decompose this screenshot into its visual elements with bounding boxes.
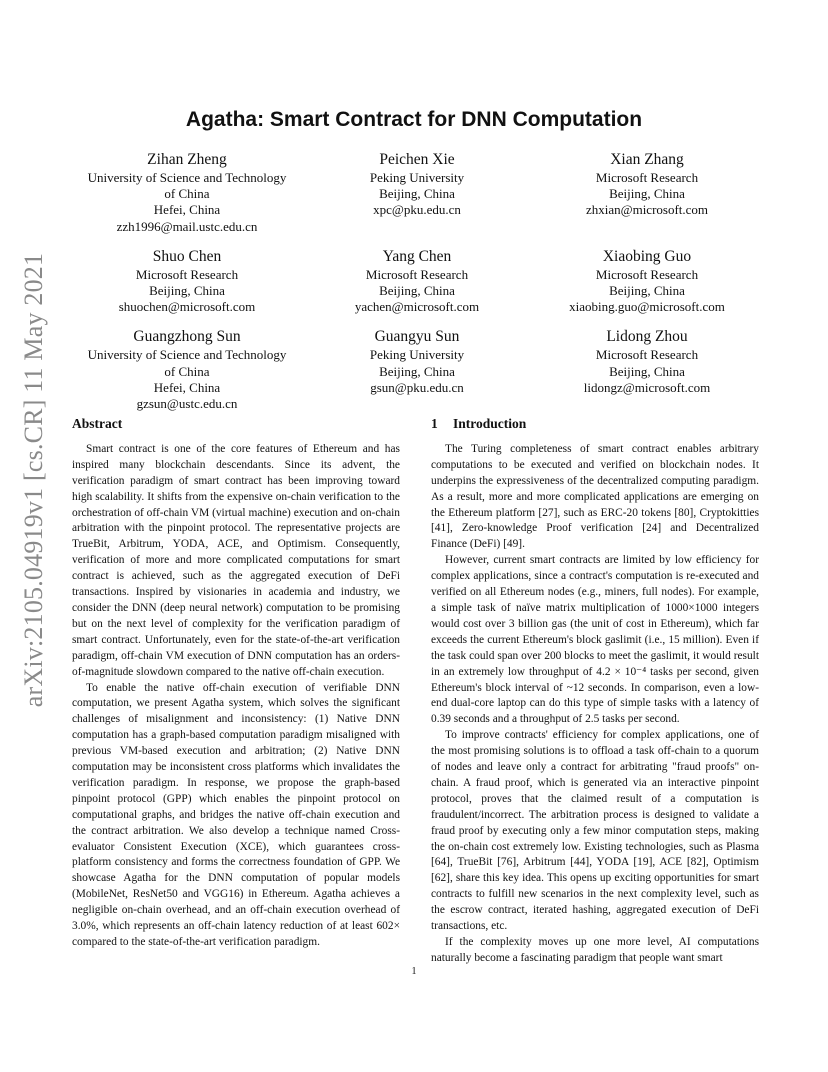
author-location: Beijing, China [379, 283, 455, 299]
author-affiliation: University of Science and Technology [87, 347, 287, 363]
author-card [302, 150, 532, 235]
author-email: xiaobing.guo@microsoft.com [569, 299, 725, 315]
author-name: Yang Chen [382, 247, 452, 265]
author-location: Beijing, China [609, 363, 685, 379]
author-row [72, 150, 762, 235]
section-number: 1 [431, 416, 438, 431]
author-affiliation: of China [164, 363, 210, 379]
author-location: Beijing, China [609, 186, 685, 202]
author-name: Guangyu Sun [374, 328, 460, 346]
author-affiliation: Peking University [369, 347, 465, 363]
author-card [72, 150, 302, 235]
author-name: Peichen Xie [379, 151, 455, 168]
author-location: Hefei, China [153, 379, 221, 395]
abstract-section [72, 416, 400, 951]
abstract-paragraph: Smart contract is one of the core features of Ethereum and has inspired many blockchain descendants. Since its advent, the verification paradigm of smart contract has been improving toward high scalability. It shifts from the expensive on-chain verification to the orchestration of off-chain VM (virtual machine) execution and on-chain arbitration with the pinpoint protocol. The representative projects are TrueBit, Arbitrum, YODA, ACE, and Optimism. Consequently, verification of more and more complicated computations for smart contract is achieved, such as the aggregated execution of DeFi transactions. Inspired by visionaries in academia and industry, we consider the DNN (deep neural network) computation to be promising but on the next level of complexity for the verification paradigm of smart contract. Unfortunately, even for the state-of-the-art verification paradigm, off-chain VM execution of DNN computation has an orders-of-magnitude slowdown compared to the native off-chain execution. [72, 442, 400, 678]
author-affiliation: of China [164, 186, 210, 202]
author-card [72, 327, 302, 412]
author-card [302, 327, 532, 412]
intro-paragraph: If the complexity moves up one more level, AI computations naturally become a fascinating paradigm that people want smart [431, 936, 759, 964]
author-card [532, 150, 762, 235]
page-number: 1 [411, 966, 417, 977]
author-location: Beijing, China [379, 186, 455, 202]
author-affiliation: Peking University [369, 170, 465, 185]
author-card [532, 247, 762, 316]
intro-paragraph: However, current smart contracts are limited by low efficiency for complex applications, since a contract's computation is re-executed and verified on all Ethereum nodes (e.g., miners, full nodes). For example, a simple task of naïve matrix multiplication of 1000×1000 integers would cost over 3 billion gas (the unit of cost in Ethereum), which far exceeds the current Ethereum's block gaslimit (i.e., 15 million). Even if the task could span over 200 blocks to meet the gaslimit, it would result in an extremely low throughput of 4.2 × 10⁻⁴ tasks per second, given Ethereum's block interval of ~12 seconds. In comparison, even a low-end dual-core laptop can do this type of simple tasks with a latency of 0.39 seconds and a throughput of 2.5 tasks per second. [431, 554, 759, 726]
arxiv-stamp [14, 250, 54, 710]
abstract-paragraph: To enable the native off-chain execution of verifiable DNN computation, we present Agatha system, which solves the significant challenges of misalignment and inconsistency: (1) Native DNN computation has a graph-based computation paradigm misaligned with previous VM-based execution and arbitration; (2) Native DNN computation may be inconsistent cross platforms which invalidates the verification paradigm. In response, we propose the graph-based pinpoint protocol (GPP) which enables the pinpoint protocol on computational graphs, and bridges the native off-chain execution and the contract arbitration. We also develop a technique named Cross-evaluator Consistent Execution (XCE), which guarantees cross-platform consistency and forms the correctness foundation of GPP. We showcase Agatha for the DNN computation of popular models (MobileNet, ResNet50 and VGG16) in Ethereum. Agatha achieves a negligible on-chain overhead, and an off-chain execution overhead of 3.0%, which represents an off-chain latency reduction of at least 602× compared to the state-of-the-art verification paradigm. [72, 681, 400, 948]
intro-paragraph: To improve contracts' efficiency for complex applications, one of the most promising solutions is to offload a task off-chain to a quorum of nodes and leave only a contract for arbitrating "fraud proofs" on-chain. A fraud proof, which is generated via an interactive pinpoint protocol, proves that the claimed result of a computation is fraudulent/incorrect. The arbitration process is designed to validate a fraud proof by executing only a few minor computation steps, making the on-chain cost extremely low. Existing technologies, such as Plasma [64], TrueBit [76], Arbitrum [44], YODA [19], ACE [82], Optimism [62], share this key idea. This opens up exciting opportunities for smart contracts to fulfill new scenarios in the next complexity level, such as the escrow contract, iterated hashing, aggregated execution of DeFi transactions, etc. [431, 729, 759, 933]
author-email: yachen@microsoft.com [354, 299, 480, 315]
author-email: gzsun@ustc.edu.cn [136, 396, 238, 412]
author-row [72, 327, 762, 412]
author-card [72, 247, 302, 316]
introduction-heading [431, 416, 759, 432]
author-location: Beijing, China [609, 283, 685, 299]
author-email: xpc@pku.edu.cn [373, 202, 461, 218]
section-title: Introduction [453, 416, 527, 431]
author-affiliation: University of Science and Technology [87, 170, 287, 185]
author-location: Beijing, China [149, 283, 225, 299]
paper-title: Agatha: Smart Contract for DNN Computation [185, 108, 643, 131]
author-affiliation: Microsoft Research [595, 170, 699, 185]
author-affiliation: Microsoft Research [365, 266, 469, 282]
author-affiliation: Microsoft Research [595, 347, 699, 363]
introduction-section [431, 416, 759, 967]
author-email: lidongz@microsoft.com [583, 379, 711, 395]
author-email: gsun@pku.edu.cn [370, 379, 464, 395]
author-name: Xiaobing Guo [602, 247, 692, 265]
author-email: zhxian@microsoft.com [585, 202, 709, 218]
author-card [302, 247, 532, 316]
author-block [72, 150, 762, 424]
author-name: Guangzhong Sun [133, 328, 241, 346]
author-name: Zihan Zheng [147, 151, 227, 168]
author-name: Lidong Zhou [606, 328, 688, 346]
author-affiliation: Microsoft Research [595, 266, 699, 282]
author-email: shuochen@microsoft.com [118, 299, 256, 315]
author-email: zzh1996@mail.ustc.edu.cn [116, 218, 258, 234]
intro-paragraph: The Turing completeness of smart contract enables arbitrary computations to be executed and verified on blockchain nodes. It underpins the expressiveness of the decentralized computing paradigm. As a result, more and more complicated applications are emerging on the Ethereum platform [27], such as ERC-20 tokens [80], Cryptokitties [41], Zero-knowledge Proof verification [24] and Decentralized Finance (DeFi) [49]. [431, 442, 759, 551]
author-row [72, 247, 762, 316]
arxiv-stamp-text: arXiv:2105.04919v1 [cs.CR] 11 May 2021 [19, 252, 48, 708]
author-name: Shuo Chen [152, 247, 222, 265]
author-name: Xian Zhang [610, 151, 684, 168]
abstract-heading: Abstract [72, 416, 123, 431]
author-location: Hefei, China [153, 202, 221, 218]
author-card [532, 327, 762, 412]
author-location: Beijing, China [379, 363, 455, 379]
author-affiliation: Microsoft Research [135, 266, 239, 282]
